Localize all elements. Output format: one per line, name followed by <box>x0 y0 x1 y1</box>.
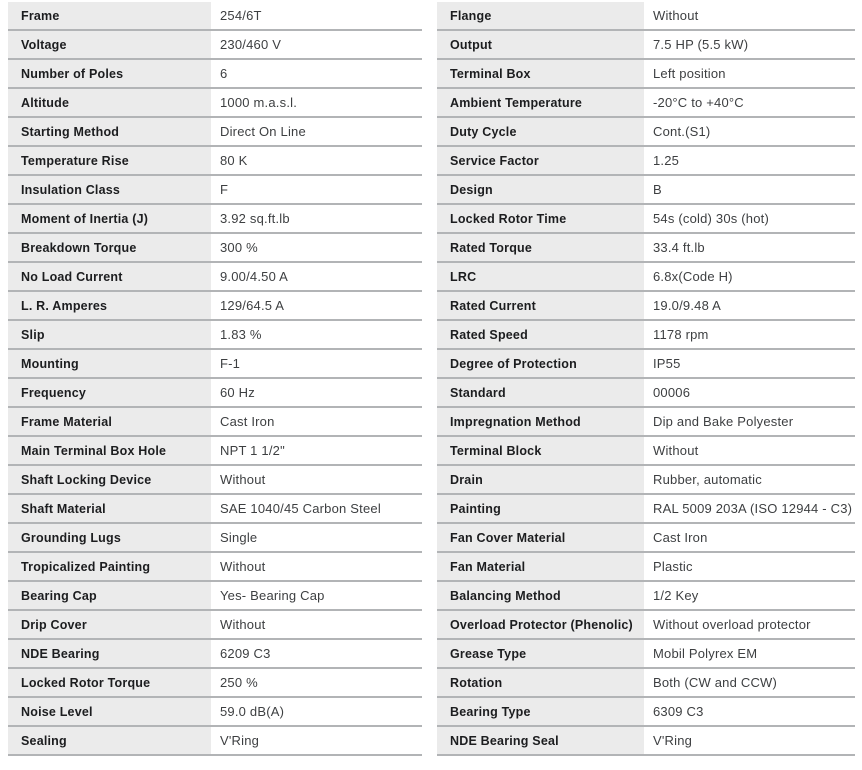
spec-label: NDE Bearing Seal <box>437 727 644 754</box>
spec-row <box>437 234 855 263</box>
spec-row <box>8 60 422 89</box>
spec-value: 1/2 Key <box>653 588 699 603</box>
spec-value: 230/460 V <box>220 37 282 52</box>
spec-label: Design <box>437 176 644 203</box>
spec-value: Without overload protector <box>653 617 811 632</box>
spec-row <box>437 205 855 234</box>
spec-label: Noise Level <box>8 698 211 725</box>
spec-label: Fan Material <box>437 553 644 580</box>
spec-label: Terminal Block <box>437 437 644 464</box>
spec-value: V'Ring <box>653 733 693 748</box>
spec-label: Balancing Method <box>437 582 644 609</box>
spec-row <box>8 147 422 176</box>
spec-value: Without <box>220 472 266 487</box>
spec-value: IP55 <box>653 356 681 371</box>
spec-row <box>437 321 855 350</box>
spec-label: Frequency <box>8 379 211 406</box>
spec-row <box>8 321 422 350</box>
spec-row <box>8 408 422 437</box>
spec-row <box>437 669 855 698</box>
spec-value: Mobil Polyrex EM <box>653 646 758 661</box>
spec-value: 250 % <box>220 675 258 690</box>
spec-value: 3.92 sq.ft.lb <box>220 211 290 226</box>
spec-label: Drain <box>437 466 644 493</box>
spec-value: 300 % <box>220 240 258 255</box>
spec-label: Starting Method <box>8 118 211 145</box>
spec-row <box>437 495 855 524</box>
spec-row <box>8 31 422 60</box>
spec-value: 9.00/4.50 A <box>220 269 288 284</box>
spec-value: Left position <box>653 66 726 81</box>
spec-value: 00006 <box>653 385 691 400</box>
spec-row <box>437 640 855 669</box>
spec-label: Breakdown Torque <box>8 234 211 261</box>
spec-value: 6209 C3 <box>220 646 271 661</box>
spec-value: 6.8x(Code H) <box>653 269 733 284</box>
spec-label: Insulation Class <box>8 176 211 203</box>
spec-row <box>437 553 855 582</box>
spec-label: Sealing <box>8 727 211 754</box>
spec-value: 6309 C3 <box>653 704 704 719</box>
spec-label: Impregnation Method <box>437 408 644 435</box>
spec-value: Single <box>220 530 258 545</box>
spec-value: Without <box>653 8 699 23</box>
spec-row <box>437 89 855 118</box>
spec-value: Without <box>653 443 699 458</box>
spec-label: Main Terminal Box Hole <box>8 437 211 464</box>
spec-label: Number of Poles <box>8 60 211 87</box>
spec-label: Rated Speed <box>437 321 644 348</box>
spec-value: -20°C to +40°C <box>653 95 744 110</box>
spec-value: 1178 rpm <box>653 327 709 342</box>
spec-row <box>8 495 422 524</box>
spec-row <box>437 379 855 408</box>
spec-row <box>437 611 855 640</box>
spec-row <box>8 437 422 466</box>
spec-label: Duty Cycle <box>437 118 644 145</box>
spec-label: Service Factor <box>437 147 644 174</box>
spec-row <box>8 379 422 408</box>
spec-row <box>8 611 422 640</box>
spec-row <box>437 582 855 611</box>
spec-row <box>8 698 422 727</box>
spec-row <box>8 205 422 234</box>
spec-label: NDE Bearing <box>8 640 211 667</box>
spec-row <box>437 437 855 466</box>
spec-label: Degree of Protection <box>437 350 644 377</box>
spec-value: 1.83 % <box>220 327 262 342</box>
spec-row <box>437 727 855 756</box>
spec-label: Mounting <box>8 350 211 377</box>
spec-label: L. R. Amperes <box>8 292 211 319</box>
spec-value: Dip and Bake Polyester <box>653 414 794 429</box>
spec-row <box>437 2 855 31</box>
spec-row <box>8 582 422 611</box>
spec-label: Rated Torque <box>437 234 644 261</box>
spec-label: Flange <box>437 2 644 29</box>
spec-value: Both (CW and CCW) <box>653 675 778 690</box>
spec-value: 129/64.5 A <box>220 298 285 313</box>
spec-value: Rubber, automatic <box>653 472 762 487</box>
spec-value: 60 Hz <box>220 385 255 400</box>
spec-value: 1.25 <box>653 153 680 168</box>
spec-row <box>437 698 855 727</box>
spec-value: 1000 m.a.s.l. <box>220 95 298 110</box>
spec-row <box>8 89 422 118</box>
spec-value: B <box>653 182 662 197</box>
spec-label: Painting <box>437 495 644 522</box>
spec-value: Yes- Bearing Cap <box>220 588 325 603</box>
spec-label: Rated Current <box>437 292 644 319</box>
spec-label: Output <box>437 31 644 58</box>
spec-column-left <box>8 2 422 756</box>
spec-value: Plastic <box>653 559 693 574</box>
spec-value: Without <box>220 617 266 632</box>
spec-value: F-1 <box>220 356 241 371</box>
spec-label: Shaft Material <box>8 495 211 522</box>
spec-row <box>8 234 422 263</box>
spec-label: Standard <box>437 379 644 406</box>
spec-row <box>8 176 422 205</box>
spec-label: Shaft Locking Device <box>8 466 211 493</box>
spec-row <box>437 147 855 176</box>
spec-label: Ambient Temperature <box>437 89 644 116</box>
spec-row <box>437 263 855 292</box>
spec-label: Bearing Type <box>437 698 644 725</box>
spec-row <box>8 292 422 321</box>
spec-value: NPT 1 1/2" <box>220 443 285 458</box>
spec-label: LRC <box>437 263 644 290</box>
spec-label: No Load Current <box>8 263 211 290</box>
spec-row <box>8 118 422 147</box>
spec-label: Locked Rotor Time <box>437 205 644 232</box>
spec-label: Fan Cover Material <box>437 524 644 551</box>
spec-label: Frame <box>8 2 211 29</box>
spec-row <box>437 31 855 60</box>
spec-label: Voltage <box>8 31 211 58</box>
spec-value: RAL 5009 203A (ISO 12944 - C3) <box>653 501 853 516</box>
spec-row <box>8 640 422 669</box>
spec-label: Slip <box>8 321 211 348</box>
spec-row <box>437 350 855 379</box>
spec-row <box>8 466 422 495</box>
spec-label: Moment of Inertia (J) <box>8 205 211 232</box>
spec-value: F <box>220 182 229 197</box>
spec-value: V'Ring <box>220 733 260 748</box>
spec-label: Grounding Lugs <box>8 524 211 551</box>
spec-label: Tropicalized Painting <box>8 553 211 580</box>
spec-value: 33.4 ft.lb <box>653 240 705 255</box>
spec-value: Without <box>220 559 266 574</box>
spec-row <box>8 350 422 379</box>
spec-row <box>437 408 855 437</box>
spec-value: 254/6T <box>220 8 262 23</box>
spec-value: 80 K <box>220 153 248 168</box>
spec-row <box>8 727 422 756</box>
spec-row <box>437 60 855 89</box>
spec-row <box>8 2 422 31</box>
spec-row <box>8 524 422 553</box>
spec-label: Altitude <box>8 89 211 116</box>
spec-row <box>437 466 855 495</box>
spec-value: Cast Iron <box>220 414 275 429</box>
spec-row <box>437 118 855 147</box>
spec-label: Overload Protector (Phenolic) <box>437 611 644 638</box>
spec-value: Cont.(S1) <box>653 124 711 139</box>
spec-label: Frame Material <box>8 408 211 435</box>
spec-row <box>8 553 422 582</box>
spec-label: Rotation <box>437 669 644 696</box>
spec-label: Bearing Cap <box>8 582 211 609</box>
spec-label: Grease Type <box>437 640 644 667</box>
spec-value: Cast Iron <box>653 530 708 545</box>
spec-value: SAE 1040/45 Carbon Steel <box>220 501 381 516</box>
spec-label: Locked Rotor Torque <box>8 669 211 696</box>
spec-row <box>437 292 855 321</box>
spec-value: 19.0/9.48 A <box>653 298 721 313</box>
spec-label: Terminal Box <box>437 60 644 87</box>
spec-column-right <box>437 2 855 756</box>
spec-label: Temperature Rise <box>8 147 211 174</box>
spec-row <box>437 176 855 205</box>
spec-value: 7.5 HP (5.5 kW) <box>653 37 749 52</box>
spec-row <box>8 263 422 292</box>
spec-value: Direct On Line <box>220 124 306 139</box>
spec-value: 54s (cold) 30s (hot) <box>653 211 769 226</box>
spec-row <box>437 524 855 553</box>
spec-value: 59.0 dB(A) <box>220 704 285 719</box>
spec-label: Drip Cover <box>8 611 211 638</box>
spec-row <box>8 669 422 698</box>
spec-value: 6 <box>220 66 228 81</box>
